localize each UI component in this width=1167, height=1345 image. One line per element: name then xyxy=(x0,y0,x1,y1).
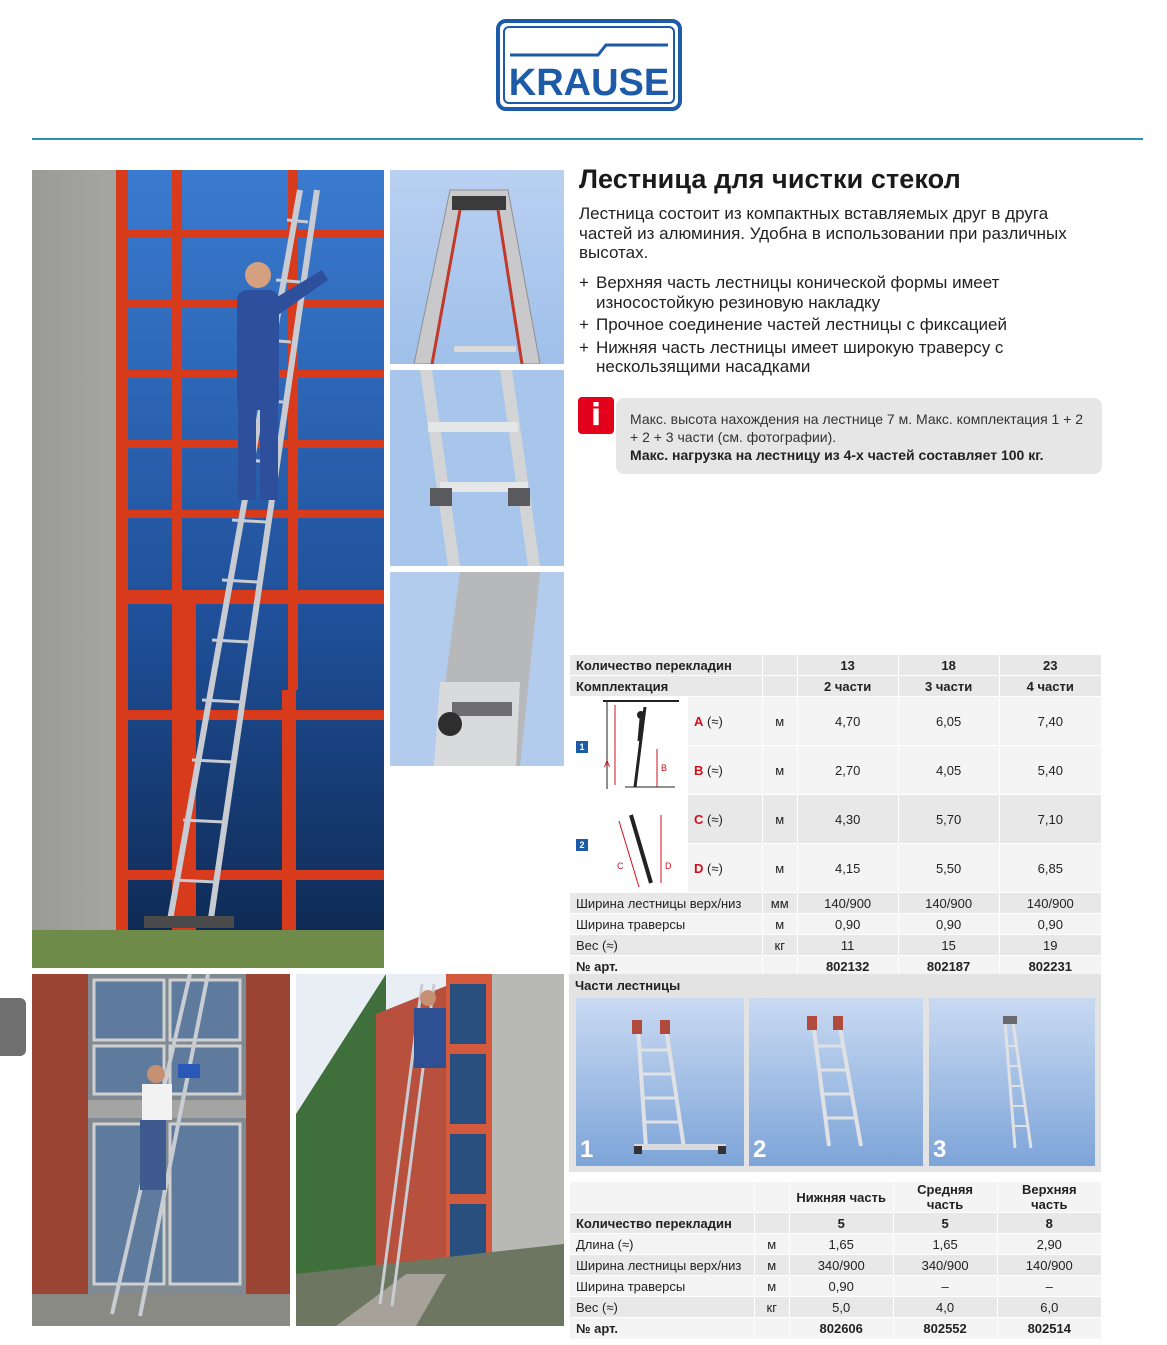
page-side-tab xyxy=(0,998,26,1056)
plus-bullet-icon: + xyxy=(579,315,589,334)
table-row: 1 A B A (≈) м 4,70 6,05 7,40 xyxy=(570,697,1102,746)
part-photo-middle-section xyxy=(749,998,923,1166)
part-photo-bottom-section xyxy=(576,998,744,1166)
table-row: Нижняя часть Средняя часть Верхняя часть xyxy=(570,1182,1102,1213)
part-photo-top-section xyxy=(929,998,1095,1166)
svg-text:A: A xyxy=(604,759,611,769)
upright-ladder-diagram xyxy=(595,795,688,893)
table-row: № арт. 802132 802187 802231 xyxy=(570,956,1102,977)
feature-item: + Верхняя часть лестницы конической формы имеет износостойкую резиновую накладку xyxy=(579,273,1000,312)
table-row: Длина (≈) м 1,65 1,65 2,90 xyxy=(570,1234,1102,1255)
info-text: Макс. высота нахождения на лестнице 7 м. Макс. комплектация 1 + 2 + 2 + 3 части (см. фотографии). xyxy=(630,411,1084,445)
table-row: Ширина лестницы верх/низ м 340/900 340/900 140/900 xyxy=(570,1255,1102,1276)
info-box xyxy=(616,398,1102,474)
feature-item: + Прочное соединение частей лестницы с фиксацией xyxy=(579,315,1007,334)
table-row: Ширина траверсы м 0,90 0,90 0,90 xyxy=(570,914,1102,935)
logo-text: KRAUSE xyxy=(508,62,670,104)
photo-joint-detail xyxy=(390,370,564,566)
plus-bullet-icon: + xyxy=(579,273,589,292)
info-icon: i xyxy=(578,397,614,434)
plus-bullet-icon: + xyxy=(579,337,589,357)
parts-section-label: Части лестницы xyxy=(575,978,681,993)
photo-brick-building-cleaning xyxy=(32,974,290,1326)
svg-text:C: C xyxy=(617,861,624,871)
krause-logo xyxy=(496,19,682,111)
config-number-badge: 1 xyxy=(576,741,588,753)
svg-text:B: B xyxy=(661,763,668,773)
leaning-ladder-diagram xyxy=(595,697,688,795)
spec-table xyxy=(569,654,1101,977)
table-row: Ширина траверсы м 0,90 – – xyxy=(570,1276,1102,1297)
header-divider xyxy=(32,138,1143,140)
feature-item: + Нижняя часть лестницы имеет широкую траверсу с нескользящими насадками xyxy=(579,337,1004,376)
page-title: Лестница для чистки стекол xyxy=(579,164,961,194)
photo-top-section-detail xyxy=(390,170,564,364)
ladder-parts-section xyxy=(569,974,1101,1172)
table-row: 2 C D C (≈) м 4,30 5,70 7,10 xyxy=(570,795,1102,844)
part-number: 1 xyxy=(580,1136,594,1163)
table-row: Комплектация 2 части 3 части 4 части xyxy=(570,676,1102,697)
table-row: Вес (≈) кг 11 15 19 xyxy=(570,935,1102,956)
table-row: Вес (≈) кг 5,0 4,0 6,0 xyxy=(570,1297,1102,1318)
table-row: Ширина лестницы верх/низ мм 140/900 140/900 140/900 xyxy=(570,893,1102,914)
table-row: Количество перекладин 5 5 8 xyxy=(570,1213,1102,1234)
main-photo-ladder-on-facade xyxy=(32,170,384,968)
part-number: 3 xyxy=(933,1136,947,1163)
config-number-badge: 2 xyxy=(576,839,588,851)
photo-foot-detail xyxy=(390,572,564,766)
feature-list xyxy=(579,273,1099,380)
intro-paragraph: Лестница состоит из компактных вставляемых друг в друга частей из алюминия. Удобна в использовании при различных высотах. xyxy=(579,204,1067,262)
table-row: № арт. 802606 802552 802514 xyxy=(570,1318,1102,1339)
table-row: B (≈) м 2,70 4,05 5,40 xyxy=(570,746,1102,795)
svg-text:D: D xyxy=(665,861,672,871)
table-row: D (≈) м 4,15 5,50 6,85 xyxy=(570,844,1102,893)
parts-table xyxy=(569,1181,1101,1339)
photo-glass-facade-perspective xyxy=(296,974,564,1326)
info-bold-text: Макс. нагрузка на лестницу из 4-х частей составляет 100 кг. xyxy=(630,447,1044,463)
table-row: Количество перекладин 13 18 23 xyxy=(570,655,1102,676)
part-number: 2 xyxy=(753,1136,767,1163)
